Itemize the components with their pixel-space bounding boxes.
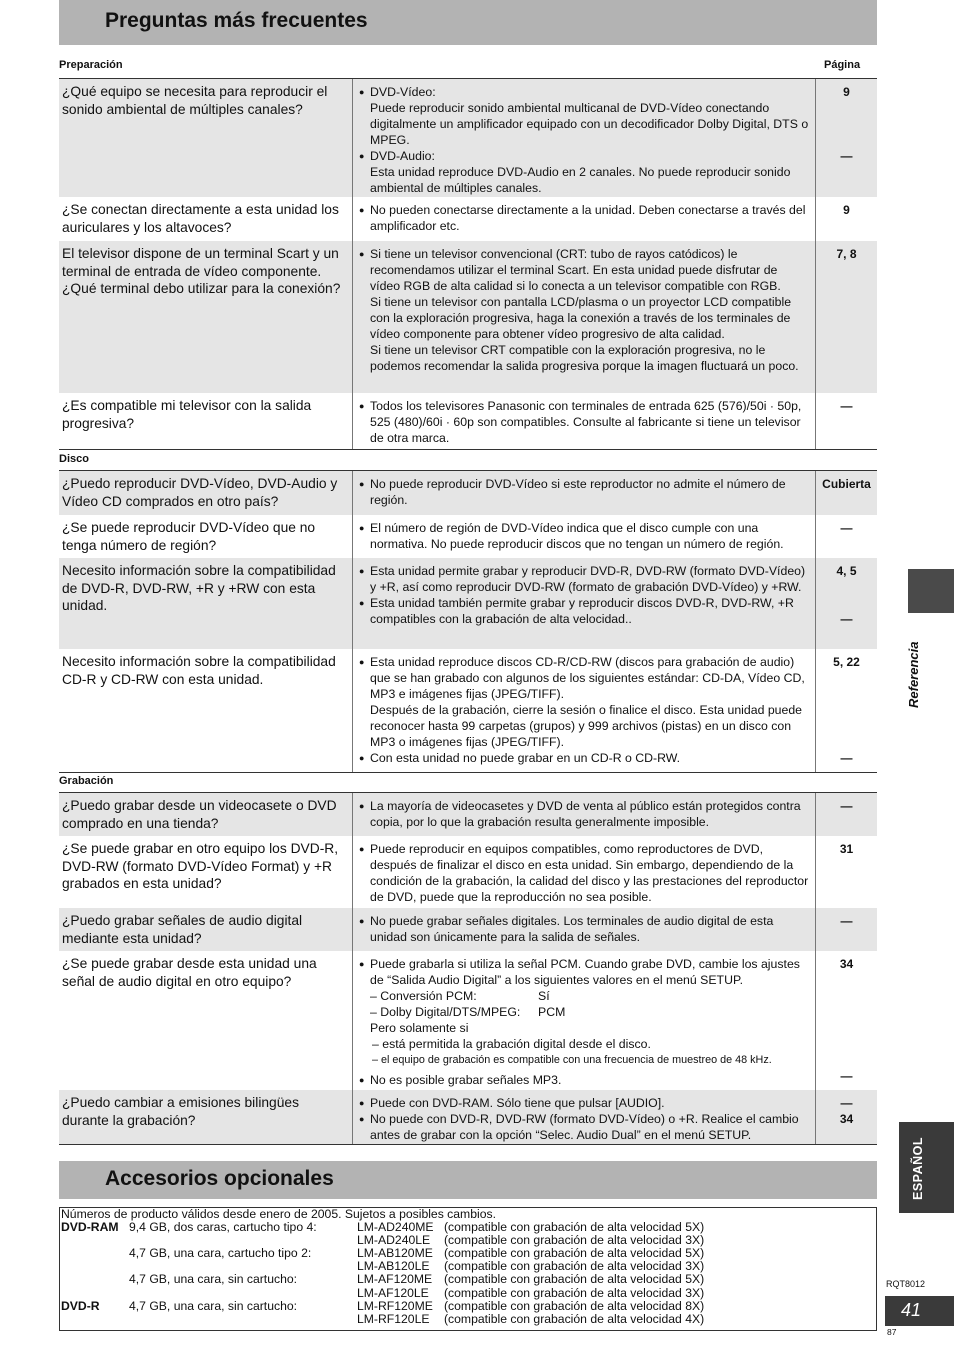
page-ref-value: — [840,914,853,928]
faq-answer [353,649,816,772]
faq-row [59,836,877,908]
faq-answer [353,393,816,449]
faq-page-ref [816,649,877,772]
accessory-compatibility: (compatible con grabación de alta velocidad 3X) [444,1285,705,1300]
answer-line: – el equipo de grabación es compatible con una frecuencia de muestreo de 48 kHz. [372,1054,772,1066]
accessory-description: 4,7 GB, una cara, sin cartucho: [129,1272,298,1287]
faq-row [59,1090,877,1144]
answer-line: Si tiene un televisor CRT compatible con la exploración progresiva, no le podemos recomendar la salida progresiva porque la imagen fluctuará un poco. [370,343,799,373]
faq-page-ref [816,393,877,449]
section-label: Grabación [59,775,114,787]
answer-text [370,595,809,627]
accessory-model: LM-AF120LE [357,1285,429,1300]
faq-answer [353,79,816,197]
faq-question: ¿Se puede reproducir DVD-Vídeo que no tenga número de región? [59,515,353,558]
faq-answer [353,471,816,515]
accessory-compatibility: (compatible con grabación de alta velocidad 5X) [444,1272,705,1287]
accessory-type [61,1234,129,1247]
answer-line: No pueden conectarse directamente a la unidad. Deben conectarse a través del amplificador etc. [370,203,806,233]
faq-page-ref [816,793,877,836]
accessory-description [129,1313,357,1326]
accessory-description: 9,4 GB, dos caras, cartucho tipo 4: [129,1220,317,1235]
bullet-icon: ● [359,205,365,215]
faq-answer [353,197,816,241]
accessory-type [61,1287,129,1300]
faq-banner [59,0,877,45]
accessory-compatibility: (compatible con grabación de alta velocidad 5X) [444,1220,705,1235]
bullet-icon: ● [359,401,365,411]
answer-line: La mayoría de videocasetes y DVD de venta al público están protegidos contra copia, por lo que la grabación resulta generalmente imposible. [370,799,801,829]
accessory-description: 4,7 GB, una cara, sin cartucho: [129,1298,298,1313]
faq-row [59,951,877,1090]
accessory-type: DVD-R [61,1298,100,1313]
faq-answer [353,836,816,908]
answer-text [370,246,809,374]
answer-text [370,563,809,595]
answer-item [359,202,809,234]
accessory-compatibility: (compatible con grabación de alta velocidad 8X) [444,1298,705,1313]
accessory-model: LM-AB120ME [357,1246,433,1261]
answer-item [359,84,809,148]
answer-line: Puede reproducir sonido ambiental multicanal de DVD-Vídeo conectando digitalmente un amplificador equipado con un decodificador Dolby Digital, DTS o MPEG. [370,101,809,147]
answer-item [359,398,809,446]
answer-item [359,563,809,595]
faq-question: ¿Puedo grabar señales de audio digital mediante esta unidad? [59,908,353,951]
faq-table [59,79,877,449]
answer-text [370,1111,809,1143]
page-ref-value: 31 [839,842,854,856]
faq-answer [353,1090,816,1144]
answer-item [359,1095,809,1111]
bullet-icon: ● [359,801,365,811]
answer-text: No es posible grabar señales MP3. [370,1073,562,1087]
setting-row [359,988,809,1004]
faq-page-ref [816,908,877,951]
faq-answer [353,558,816,649]
side-marker-tab [908,569,954,613]
bullet-icon: ● [359,87,365,97]
bullet-icon: ● [359,151,365,161]
page-ref-value: — [840,612,853,626]
page-ref-value: — [840,521,853,535]
answer-text [370,84,809,148]
answer-line: Esta unidad reproduce DVD-Audio en 2 canales. No puede reproducir sonido ambiental de múltiples canales. [370,165,791,195]
accessories-box [59,1207,877,1331]
page-ref-value: Cubierta [822,477,871,491]
answer-item [359,520,809,552]
faq-question: ¿Puedo reproducir DVD-Vídeo, DVD-Audio y Vídeo CD comprados en otro país? [59,471,353,515]
answer-item [359,956,809,988]
page-number-small: 87 [887,1327,897,1337]
faq-row [59,197,877,241]
language-tab [899,1122,954,1213]
accessories-title: Accesorios opcionales [105,1167,334,1190]
accessory-type: DVD-RAM [61,1220,119,1235]
answer-item [359,913,809,945]
accessory-compatibility: (compatible con grabación de alta velocidad 4X) [444,1311,705,1326]
accessory-model: LM-RF120ME [357,1298,433,1313]
faq-page-ref [816,197,877,241]
page-ref-value: — [840,799,853,813]
accessory-description: 4,7 GB, una cara, cartucho tipo 2: [129,1246,312,1261]
page-ref-value: — [840,751,853,765]
accessory-type [61,1273,129,1286]
bullet-icon: ● [359,523,365,533]
section-rule [59,772,877,773]
answer-text [370,202,809,234]
faq-page-ref [816,836,877,908]
faq-page-ref [816,1090,877,1144]
page-ref-value: 7, 8 [836,247,857,261]
faq-row [59,393,877,449]
answer-item [359,841,809,905]
answer-line: No puede reproducir DVD-Vídeo si este reproductor no admite el número de región. [370,477,786,507]
bullet-icon: ● [359,598,365,608]
page-ref-value: 4, 5 [836,564,857,578]
answer-line: Con esta unidad no puede grabar en un CD-R o CD-RW. [370,751,681,765]
accessory-row [61,1287,876,1300]
faq-title: Preguntas más frecuentes [105,9,368,32]
bullet-icon: ● [359,657,365,667]
accessory-model: LM-RF120LE [357,1311,430,1326]
section-label: Disco [59,453,89,465]
answer-line: Si tiene un televisor con pantalla LCD/plasma o un proyector LCD compatible con la exploración progresiva, haga la conexión a través de los terminales de vídeo componente para obtener vídeo progresivo de alta calidad. [370,295,792,341]
espanol-text: ESPAÑOL [911,1137,925,1200]
answer-text [370,913,809,945]
faq-row [59,241,877,393]
page-ref-value: — [840,149,853,163]
faq-question: ¿Puedo grabar desde un videocasete o DVD comprado en una tienda? [59,793,353,836]
faq-row [59,793,877,836]
answer-line: Puede con DVD-RAM. Sólo tiene que pulsar [AUDIO]. [370,1096,665,1110]
faq-question: ¿Se conectan directamente a esta unidad los auriculares y los altavoces? [59,197,353,241]
answer-line: DVD-Audio: [370,149,435,163]
page-ref-value: 9 [843,203,850,217]
answer-item [359,595,809,627]
bullet-icon: ● [359,1098,365,1108]
faq-row [59,649,877,772]
answer-line: Después de la grabación, cierre la sesión o finalice el disco. Esta unidad puede reconocer hasta 99 carpetas (grupos) y 999 archivos (pistas) en un disco con MP3 o imágenes fijas (JPEG/TIFF). [370,703,803,749]
answer-line: Si tiene un televisor convencional (CRT: tubo de rayos catódicos) le recomendamos utilizar el terminal Scart. En esta unidad puede disfrutar de vídeo RGB de alta calidad si lo conecta a un televisor compatible con RGB. [370,247,781,293]
answer-line: Pero solamente si [370,1021,469,1035]
page-ref-value: 34 [839,1112,854,1126]
page-ref-value: — [840,1096,853,1110]
page-ref-value: — [840,1069,853,1083]
accessory-compatibility: (compatible con grabación de alta velocidad 3X) [444,1259,705,1274]
faq-answer [353,951,816,1090]
faq-page-ref [816,471,877,515]
answer-text [370,654,809,750]
faq-row [59,471,877,515]
accessories-banner [59,1161,877,1199]
faq-table [59,471,877,772]
answer-text [370,476,809,508]
answer-text [370,520,809,552]
answer-text [370,750,809,766]
answer-line: Puede grabarla si utiliza la señal PCM. Cuando grabe DVD, cambie los ajustes de “Salida Audio Digital” a los siguientes valores en el menú SETUP. [370,957,800,987]
accessory-row [61,1273,876,1286]
bullet-icon: ● [359,479,365,489]
accessory-row [61,1313,876,1326]
accessory-model: LM-AD240ME [357,1220,434,1235]
accessory-compatibility: (compatible con grabación de alta velocidad 3X) [444,1233,705,1248]
answer-line: Esta unidad permite grabar y reproducir DVD-R, DVD-RW (formato DVD-Vídeo) y +R, así como reproducir DVD-RW (formato de grabación DVD-Vídeo) y +RW. [370,564,806,594]
accessory-model: LM-AF120ME [357,1272,433,1287]
faq-question: ¿Puedo cambiar a emisiones bilingües durante la grabación? [59,1090,353,1144]
answer-line: Puede reproducir en equipos compatibles, como reproductores de DVD, después de finalizar el disco en esta unidad. Sin embargo, dependiendo de la condición de la grabación, la calidad del disco y las prestaciones del reproductor de DVD, puede que la reproducción no sea posible. [370,842,809,904]
faq-page-ref [816,241,877,393]
section-label-preparacion: Preparación [59,59,123,71]
answer-item [359,750,809,766]
answer-item [359,1072,809,1088]
bullet-icon: ● [359,1114,365,1124]
faq-question: ¿Se puede grabar en otro equipo los DVD-R, DVD-RW (formato DVD-Vídeo Format) y +R grabados en esta unidad? [59,836,353,908]
answer-line: Esta unidad reproduce discos CD-R/CD-RW (discos para grabación de audio) que se han grabado con algunos de los siguientes estándar: CD-DA, Vídeo CD, MP3 e imágenes fijas (JPEG/TIFF). [370,655,805,701]
faq-answer [353,515,816,558]
faq-question: ¿Se puede grabar desde esta unidad una señal de audio digital en otro equipo? [59,951,353,1090]
faq-question: Necesito información sobre la compatibilidad CD-R y CD-RW con esta unidad. [59,649,353,772]
answer-item [359,246,809,374]
faq-row [59,558,877,649]
setting-row [359,1004,809,1020]
faq-row [59,79,877,197]
accessory-type [61,1247,129,1260]
accessories-note: Números de producto válidos desde enero de 2005. Sujetos a posibles cambios. [61,1207,496,1221]
faq-answer [353,793,816,836]
faq-answer [353,241,816,393]
answer-line: No puede con DVD-R, DVD-RW (formato DVD-Vídeo) o +R. Realice el cambio antes de grabar con la opción “Selec. Audio Dual” en el menú SETUP. [370,1112,799,1142]
faq-question: El televisor dispone de un terminal Scart y un terminal de entrada de vídeo componente. ¿Qué terminal debo utilizar para la conexión? [59,241,353,393]
faq-answer [353,908,816,951]
section-rule [59,1144,877,1145]
page-ref-value: — [840,399,853,413]
accessory-compatibility: (compatible con grabación de alta velocidad 5X) [444,1246,705,1261]
setting-value: PCM [538,1005,566,1019]
answer-line: – está permitida la grabación digital desde el disco. [372,1037,651,1051]
accessory-type [61,1260,129,1273]
answer-text [370,841,809,905]
answer-text [370,1095,809,1111]
accessory-model: LM-AB120LE [357,1259,430,1274]
faq-page-ref [816,951,877,1090]
document-code: RQT8012 [886,1279,926,1289]
answer-item [359,1111,809,1143]
bullet-icon: ● [359,249,365,259]
setting-key: – Dolby Digital/DTS/MPEG: [370,1005,521,1019]
answer-item [359,148,809,196]
faq-question: ¿Qué equipo se necesita para reproducir el sonido ambiental de múltiples canales? [59,79,353,197]
accessory-row [61,1300,876,1313]
page-ref-value: 9 [843,85,850,99]
accessory-model: LM-AD240LE [357,1233,431,1248]
page-ref-value: 5, 22 [833,655,860,669]
page-number: 41 [901,1300,922,1320]
bullet-icon: ● [359,959,365,969]
answer-text [370,398,809,446]
faq-page-ref [816,79,877,197]
page-number-box [885,1296,954,1326]
accessories-list [61,1221,876,1326]
page-column-header: Página [824,59,861,71]
side-label-referencia [900,640,930,730]
bullet-icon: ● [359,916,365,926]
accessory-type [61,1313,129,1326]
bullet-icon: ● [359,566,365,576]
answer-text [370,148,809,196]
faq-page-ref [816,558,877,649]
referencia-text: Referencia [906,641,921,708]
faq-question: ¿Es compatible mi televisor con la salida progresiva? [59,393,353,449]
answer-item [359,654,809,750]
answer-line: DVD-Vídeo: [370,85,436,99]
setting-value: Sí [538,989,550,1003]
faq-row [59,515,877,558]
answer-line: El número de región de DVD-Vídeo indica que el disco cumple con una normativa. No puede reproducir discos que no tengan un número de región. [370,521,784,551]
answer-line: Todos los televisores Panasonic con terminales de entrada 625 (576)/50i · 50p, 525 (480)/60i · 60p son compatibles. Consulte al fabricante si tiene un televisor de otra marca. [370,399,802,445]
answer-text [370,956,809,988]
faq-table [59,793,877,1144]
bullet-icon: ● [359,753,365,763]
accessory-description [129,1287,357,1300]
answer-item [359,798,809,830]
section-rule [59,449,877,450]
answer-text [370,798,809,830]
setting-key: – Conversión PCM: [370,989,477,1003]
faq-page-ref [816,515,877,558]
faq-question: Necesito información sobre la compatibilidad de DVD-R, DVD-RW, +R y +RW con esta unidad. [59,558,353,649]
bullet-icon: ● [359,844,365,854]
bullet-icon: ● [359,1075,365,1085]
answer-line: No puede grabar señales digitales. Los terminales de audio digital de esta unidad son únicamente para la salida de señales. [370,914,774,944]
faq-row [59,908,877,951]
answer-line: Esta unidad también permite grabar y reproducir discos DVD-R, DVD-RW, +R compatibles con la grabación de alta velocidad.. [370,596,794,626]
page-ref-value: 34 [839,957,854,971]
answer-item [359,476,809,508]
